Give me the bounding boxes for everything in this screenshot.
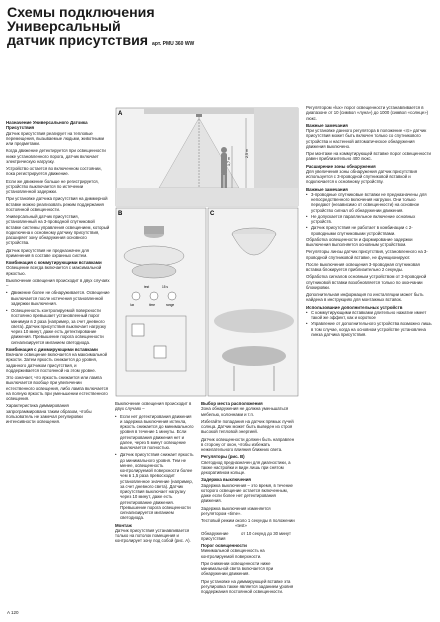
label-a: A: [118, 111, 123, 117]
paragraph: Минимальной освещенность на контролируемой поверхности.: [201, 548, 265, 559]
paragraph: Когда движение детектируется при освещенности ниже установленного порога, датчик включает электрическую нагрузку.: [6, 148, 106, 164]
paragraph: Если же движение больше не регистрируется, устройство выключается по истечении установленной задержки.: [6, 178, 99, 194]
paragraph: При установке датчика присутствия на диммерной вставке можно реализовать режим поддержания постоянной освещенности.: [6, 196, 108, 212]
column-1: [6, 120, 110, 426]
paragraph: При монтаже на коммутирующей вставке порог освещенности равен приблизительно 400 люкс.: [306, 151, 431, 162]
paragraph: Освещение всегда включается с максимальной яркостью.: [6, 265, 102, 276]
paragraph: Датчик присутствия не предназначен для применения в составе охранных систем.: [6, 247, 89, 258]
column-3: [201, 401, 297, 596]
setting-row: [201, 518, 297, 529]
article-number: арт. PMU 360 WW: [152, 41, 195, 47]
section-heading: Порог освещенности: [201, 543, 247, 548]
paragraph: Датчик присутствия реагирует на тепловые перемещения, вызываемые людьми, животными или предметами.: [6, 130, 104, 146]
paragraph: При установке на диммирующей вставке эта регулировка также является заданием уровня поддержания постоянной освещенности.: [201, 578, 294, 594]
title-line-1: Схемы подключения: [7, 5, 155, 21]
knob-time: time: [149, 303, 156, 307]
section-heading: Использование дополнительных устройств: [306, 304, 403, 310]
paragraph: Задержка выключения – это время, в течение которого освещение остается включенным, даже если более нет детектирования движения.: [201, 482, 293, 504]
paragraph: Обработка сигналов основным устройством от 3-проводной спутниковой вставки возобновляется только по окончании блокировки.: [306, 274, 427, 290]
paragraph: При установке данного регулятора в положение «⊙» датчик присутствия может быть включен только со спутникового устройства и настенной автоматическое обнаружения движения выключено.: [306, 128, 427, 149]
paragraph: После выключения освещения 3-проводная спутниковая вставка блокируется приблизительно 2 секунды.: [306, 261, 420, 272]
paragraph: Светодиод предназначен для диагностики, а также настройки и видн лишь при снятом декоративном кольце.: [201, 459, 291, 475]
paragraph: Вначале освещение включается на максимальной яркости. Затем яркость снижается до уровня, заданного датчиком присутствия, и поддерживается постоянной на этом уровне.: [6, 352, 107, 373]
paragraph: Регулятором «lux» порог освещенности устанавливается в диапазоне от 10 (символ «луна») до 1000 (символ «солнце») люкс.: [306, 105, 429, 121]
setting-name: Обнаружение присутствия: [201, 530, 229, 541]
column-4: [306, 105, 434, 338]
setting-value: от 10 секунд до 30 минут: [241, 530, 292, 536]
setting-row: [201, 531, 297, 542]
paragraph: Задержка выключения изменяется регулятором «time».: [201, 505, 271, 516]
paragraph: Дополнительная информация по инсталляции может быть найдена в инструкциях для монтажных вставок.: [306, 292, 424, 303]
wiring-figure: [114, 106, 300, 400]
section-heading: Расширение зоны обнаружения: [306, 163, 376, 169]
paragraph: Датчик освещенности должен быть направлен в сторону от окон, чтобы избежать нежелательного влияния ближних света.: [201, 436, 295, 452]
section-heading: Важные замечания: [306, 186, 348, 192]
section-heading: Выбор места расположения: [201, 401, 263, 406]
paragraph: Характеристика диммирования запрограммирована таким образом, чтобы пользователь не замечал регулировки интенсивности освещения.: [6, 403, 92, 424]
section-heading: Назначение Универсального Датчика Присутствия: [6, 120, 88, 131]
section-heading: Комбинация с коммутирующими вставками: [6, 260, 102, 265]
paragraph: Обработка освещенности и формирование задержки выключения выполняется основным устройством.: [306, 236, 413, 247]
knob-range: range: [166, 303, 175, 307]
label-c: C: [210, 211, 215, 217]
bullet-item: • Освещенность контролируемой поверхности постоянно превышает установленный порог минимум в 2 раза (например, за счет дневного света). Датчик присутствия выключает нагрузку через 10 минут, даже есть детектирование движения. Превышение порога освещенности сигнализируется миганием светодиода.: [6, 308, 110, 345]
figure-panel-b: [116, 208, 206, 396]
paragraph: Зона обнаружения не должна уменьшаться мебелью, колоннами и т.п.: [201, 406, 289, 417]
bullet-item: • Датчик присутствия не работает в комбинации с 2-проводными спутниковыми устройствами.: [306, 225, 434, 236]
section-heading: Задержка выключения: [201, 477, 251, 483]
title-line-2: Универсальный: [7, 19, 121, 35]
column-2: [115, 401, 195, 546]
figure-panel-a: [116, 108, 298, 206]
paragraph: Выключение освещения происходит в двух случаях –: [6, 277, 110, 288]
paragraph: Регуляторы линзы датчик присутствия, установленного на 3-проводной спутниковой вставке, не функционируют.: [306, 249, 428, 260]
section-heading: Регуляторы (рис. B): [201, 454, 245, 460]
setting-name: Тестовый режим: [201, 518, 235, 523]
page-title: [7, 6, 194, 51]
section-heading: Монтаж: [115, 522, 132, 528]
bullet-item: • 3-проводные спутниковые вставки не предназначены для непосредственного включения нагрузки. Они только передают (независимо от освещенности) на основное устройство сигнал об обнаружении движения.: [306, 192, 434, 213]
bullet-item: • Управление от дополнительного устройства возможно лишь в том случае, когда на основном устройстве установлена линза датчика присутствия.: [306, 321, 434, 337]
section-heading: Важные замечания: [306, 122, 348, 128]
paragraph: Устройство остается во включенном состоянии, пока регистрируется движение.: [6, 166, 102, 177]
bullet-item: • С коммутирующими вставками длительно нажатие имеет такой же эффект, как и короткое: [306, 310, 434, 321]
label-b: B: [118, 211, 123, 217]
bullet-item: • Не допускается параллельное включение основных устройств.: [306, 214, 434, 225]
height-1-7: 1,7 m: [227, 157, 231, 166]
paragraph: Выключение освещения происходит в двух случаях –: [115, 401, 192, 412]
title-line-3: [7, 34, 194, 51]
bullet-item: • Движение более не обнаруживается. Освещение выключается после истечения установленной задержки выключения.: [6, 290, 110, 306]
paragraph: При снижении освещенности ниже минимальной света включается при обнаружении движения.: [201, 560, 274, 577]
paragraph: Это означает, что яркость снижается или лампа выключается вообще при увеличении естественного освещения, либо лампа включается на полную яркость при уменьшении естественного освещения.: [6, 375, 109, 401]
setting-value: около 1 секунды в положении «test»: [235, 518, 295, 529]
knob-15s: 15 s: [162, 285, 169, 289]
figure-panel-c: [208, 208, 298, 396]
height-2-5: 2,5 m: [245, 149, 249, 158]
bullet-item: • Если нет детектирования движения и задержка выключения истекла, яркость снижается до минимального уровня в течение 1 минуты. Если детектирования движения нет и далее, через 5 минут освещение выключается полностью.: [115, 414, 195, 451]
knob-lux: lux: [130, 303, 135, 307]
page-number: A 120: [7, 610, 19, 615]
knob-test: test: [144, 285, 150, 289]
paragraph: Для увеличения зоны обнаружения датчик присутствия используется с 3-проводной спутниковой вставкой и подключается к основному устройству.: [306, 168, 418, 185]
bullet-item: • Датчик присутствия снижает яркость до минимального уровня. Тем не менее, освещенность контролируемой поверхности более чем в 1,5 раза превосходит установленное значение (например, за счет дневного света). Датчик присутствия выключает нагрузку через 10 минут, даже есть детектирование движения. Превышение порога освещенности сигнализируется миганием светодиода.: [115, 452, 195, 520]
paragraph: Датчик присутствия устанавливается только на потолок помещения и контролирует зону под собой (рис. A).: [115, 527, 191, 544]
paragraph: Избегайте попадания на датчик прямых лучей солнца. Датчик может быть выведен из строя высокой тепловой энергией.: [201, 418, 294, 435]
paragraph: Универсальный датчик присутствия, установленный на 3-проводной спутниковой вставке системы управления освещением, который подключена к основному датчику присутствия, расширяет зону обнаружения основного устройства.: [6, 214, 110, 246]
title-line-3-text: датчик присутствия: [7, 33, 149, 49]
section-heading: Комбинация с диммирующими вставками: [6, 346, 98, 352]
